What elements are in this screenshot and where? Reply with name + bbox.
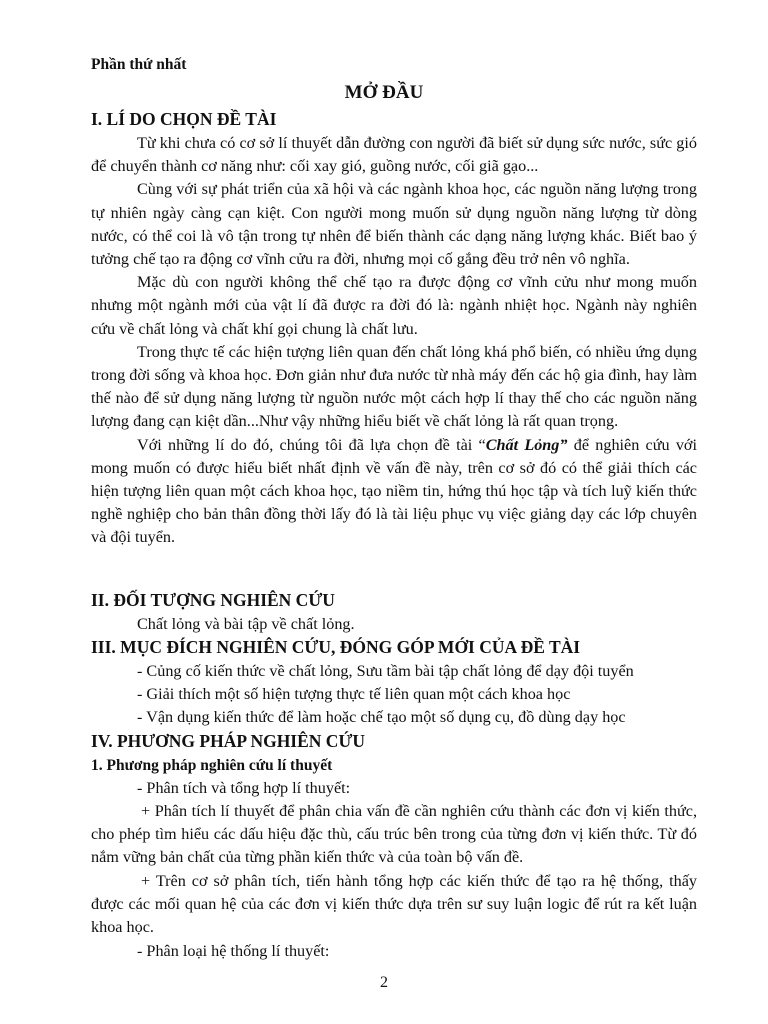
paragraph-text: để nghiên cứu với mong muốn có được hiểu biết nhất định về vấn đề này, trên cơ sở đó có thể giải thích các hiện tượng liên quan một cách khoa học, tạo niềm tin, hứng thú học tập và tích luỹ kiến thức nghề nghiệp cho bản thân đồng thời lấy đó là tài liệu phục vụ việc giảng dạy các lớp chuyên và đội tuyển. bbox=[91, 435, 697, 547]
paragraph: + Phân tích lí thuyết để phân chia vấn đề cần nghiên cứu thành các đơn vị kiến thức, cho phép tìm hiểu các dấu hiệu đặc thù, cấu trúc bên trong của từng đơn vị kiến thức. Từ đó nắm vững bản chất của từng phần kiến thức và của toàn bộ vấn đề. bbox=[91, 802, 697, 867]
list-item: - Vận dụng kiến thức để làm hoặc chế tạo một số dụng cụ, đồ dùng dạy học bbox=[137, 708, 626, 726]
part-label: Phần thứ nhất bbox=[91, 56, 187, 73]
list-item: - Giải thích một số hiện tượng thực tế liên quan một cách khoa học bbox=[137, 685, 571, 703]
paragraph-text: Với những lí do đó, chúng tôi đã lựa chọn đề tài “ bbox=[137, 435, 486, 454]
paragraph: Trong thực tế các hiện tượng liên quan đến chất lỏng khá phổ biến, có nhiều ứng dụng trong đời sống và khoa học. Đơn giản như đưa nước từ nhà máy đến các hộ gia đình, hay làm thế nào để sử dụng năng lượng từ nguồn nước một cách hợp lí thay thế cho các nguồn năng lượng đang cạn kiệt dần...Như vậy những hiểu biết về chất lỏng là rất quan trọng. bbox=[91, 342, 697, 431]
list-item: - Củng cố kiến thức về chất lỏng, Sưu tầm bài tập chất lỏng để dạy đội tuyển bbox=[137, 662, 634, 680]
section-2-text: Chất lỏng và bài tập về chất lỏng. bbox=[137, 615, 355, 633]
topic-title: Chất Lỏng” bbox=[485, 435, 568, 454]
page-number: 2 bbox=[380, 974, 388, 991]
paragraph bbox=[91, 434, 697, 550]
section-3-heading: III. MỤC ĐÍCH NGHIÊN CỨU, ĐÓNG GÓP MỚI CỦA ĐỀ TÀI bbox=[91, 637, 581, 657]
page-title: MỞ ĐẦU bbox=[344, 82, 424, 103]
section-1-body bbox=[91, 132, 697, 550]
paragraph: Từ khi chưa có cơ sở lí thuyết dẫn đường con người đã biết sử dụng sức nước, sức gió để chuyển thành cơ năng như: cối xay gió, guồng nước, cối giã gạo... bbox=[91, 134, 697, 176]
subsection-heading: 1. Phương pháp nghiên cứu lí thuyết bbox=[91, 757, 333, 774]
section-2-heading: II. ĐỐI TƯỢNG NGHIÊN CỨU bbox=[91, 590, 335, 610]
paragraph: + Trên cơ sở phân tích, tiến hành tổng hợp các kiến thức để tạo ra hệ thống, thấy được các mối quan hệ của các đơn vị kiến thức dựa trên sư suy luận logic để rút ra kết luận khoa học. bbox=[91, 871, 697, 937]
paragraph: Mặc dù con người không thể chế tạo ra được động cơ vĩnh cửu như mong muốn nhưng một ngành mới của vật lí đã được ra đời đó là: ngành nhiệt học. Ngành này nghiên cứu về chất lỏng và chất khí gọi chung là chất lưu. bbox=[91, 273, 697, 338]
list-item: - Phân tích và tổng hợp lí thuyết: bbox=[137, 779, 351, 797]
list-item: - Phân loại hệ thống lí thuyết: bbox=[137, 942, 330, 960]
section-1-heading: I. LÍ DO CHỌN ĐỀ TÀI bbox=[91, 109, 277, 129]
section-4-heading: IV. PHƯƠNG PHÁP NGHIÊN CỨU bbox=[91, 731, 366, 751]
section-4-body bbox=[91, 800, 697, 939]
paragraph: Cùng với sự phát triển của xã hội và các ngành khoa học, các nguồn năng lượng trong tự nhiên ngày càng cạn kiệt. Con người mong muốn sử dụng nguồn năng lượng từ dòng nước, có thể coi là vô tận trong tự nhên để biến thành các dạng năng lượng khác. Biết bao ý tưởng chế tạo ra động cơ vĩnh cửu ra đời, nhưng mọi cố gắng đều trở nên vô nghĩa. bbox=[91, 180, 697, 269]
